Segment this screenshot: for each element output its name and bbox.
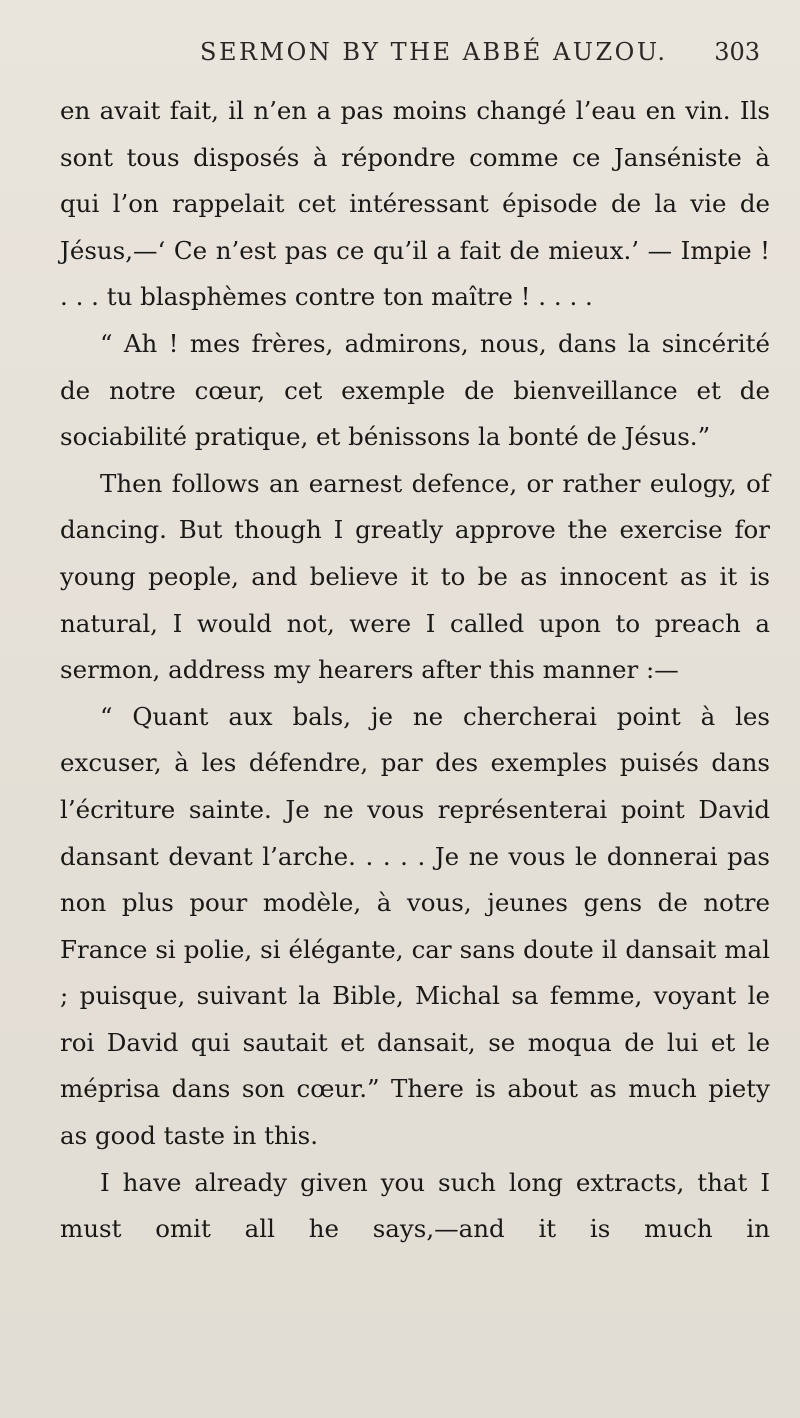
paragraph-2: “ Ah ! mes frères, admirons, nous, dans la sincérité de notre cœur, cet exemple de bienveillance et de sociabilité pratique, et bénissons la bonté de Jésus.” xyxy=(60,328,770,452)
paragraph-1: en avait fait, il n’en a pas moins changé l’eau en vin. Ils sont tous disposés à répondre comme ce Janséniste à qui l’on rappelait cet intéressant épisode de la vie de Jésus,—‘ Ce n’est pas ce qu’il a fait de mieux.’ — Impie ! . . . tu blasphèmes contre ton maître ! . . . . xyxy=(60,96,770,312)
paragraph-4: “ Quant aux bals, je ne chercherai point à les excuser, à les défendre, par des exemples puisés dans l’écriture sainte. Je ne vous représenterai point David dansant devant l’arche. . . . . Je ne vous le donnerai pas non plus pour modèle, à vous, jeunes gens de notre France si polie, si élégante, car sans doute il dansait mal ; puisque, suivant la Bible, Michal sa femme, voyant le roi David qui sautait et dansait, se moqua de lui et le méprisa dans son cœur.” There is about as much piety as good taste in this. xyxy=(60,701,770,1151)
paragraph-3: Then follows an earnest defence, or rather eulogy, of dancing. But though I greatly approve the exercise for young people, and believe it to be as innocent as it is natural, I would not, were I called upon to preach a sermon, address my hearers after this manner :— xyxy=(60,468,770,685)
running-head-title: SERMON BY THE ABBÉ AUZOU. xyxy=(200,38,668,66)
body-text xyxy=(60,88,770,1253)
paragraph-5: I have already given you such long extracts, that I must omit all he says,—and it is much in xyxy=(60,1167,770,1244)
page-number: 303 xyxy=(714,38,760,66)
running-head xyxy=(0,38,800,78)
